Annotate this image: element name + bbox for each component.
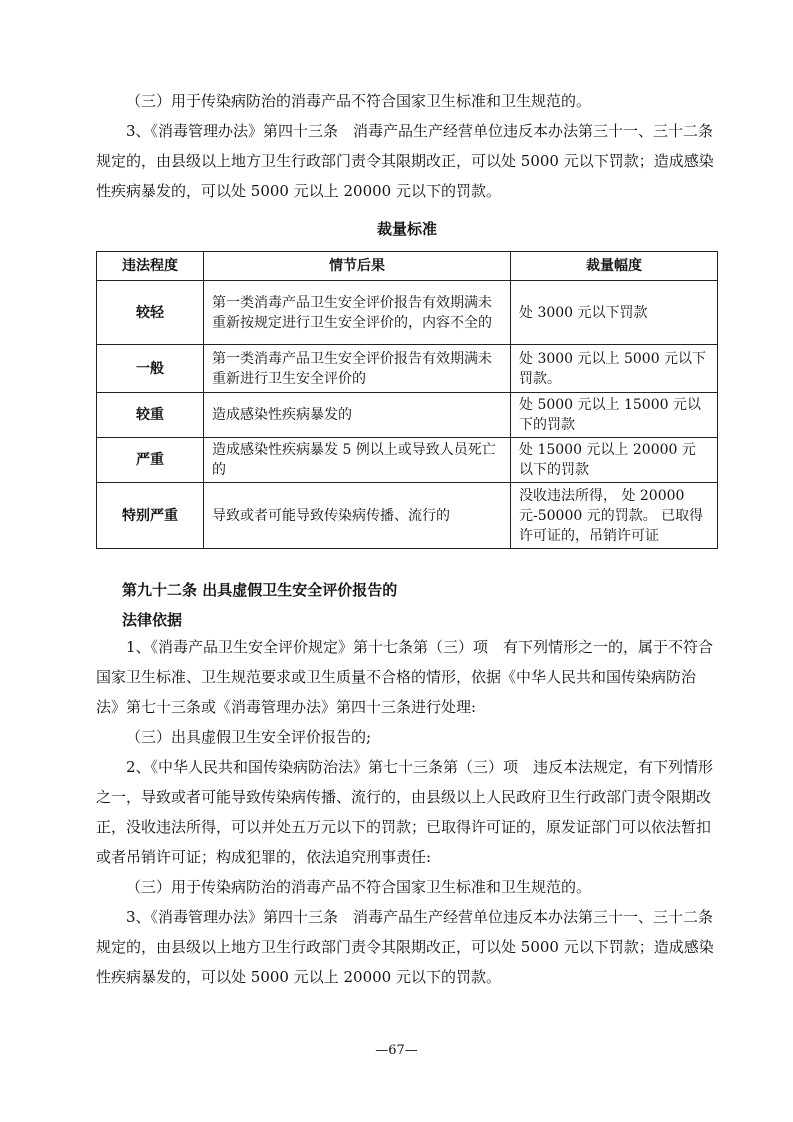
table-row: [97, 483, 718, 549]
basis-2-item-3: （三）用于传染病防治的消毒产品不符合国家卫生标准和卫生规范的。: [126, 878, 592, 896]
penalty-cell: 处 3000 元以上 5000 元以下罚款。: [511, 345, 718, 393]
level-cell: 特别严重: [97, 483, 204, 549]
basis-1-item-3: （三）出具虚假卫生安全评价报告的;: [126, 728, 372, 746]
top-article-3: 3、《消毒管理办法》第四十三条 消毒产品生产经营单位违反本办法第三十一、三十二条规定的，由县级以上地方卫生行政部门责令其限期改正，可以处 5000 元以下罚款；造成感染性疾病暴发的，可以处 5000 元以上 20000 元以下的罚款。: [96, 122, 714, 200]
penalty-cell: 没收违法所得， 处 20000 元-50000 元的罚款。 已取得许可证的，吊销许可证: [511, 483, 718, 549]
penalty-cell: 处 15000 元以上 20000 元以下的罚款: [511, 438, 718, 483]
penalty-cell: 处 3000 元以下罚款: [511, 281, 718, 345]
basis-3: 3、《消毒管理办法》第四十三条 消毒产品生产经营单位违反本办法第三十一、三十二条规定的，由县级以上地方卫生行政部门责令其限期改正，可以处 5000 元以下罚款；造成感染性疾病暴发的，可以处 5000 元以上 20000 元以下的罚款。: [96, 908, 714, 986]
legal-basis-heading: 法律依据: [122, 611, 183, 629]
basis-1: 1、《消毒产品卫生安全评价规定》第十七条第（三）项 有下列情形之一的，属于不符合国家卫生标准、卫生规范要求或卫生质量不合格的情形，依据《中华人民共和国传染病防治法》第七十三条或《消毒管理办法》第四十三条进行处理:: [96, 638, 714, 716]
article-heading: 第九十二条 出具虚假卫生安全评价报告的: [122, 581, 398, 599]
level-cell: 一般: [97, 345, 204, 393]
table-row: [97, 281, 718, 345]
top-item-3: （三）用于传染病防治的消毒产品不符合国家卫生标准和卫生规范的。: [126, 92, 592, 110]
table-row: [97, 393, 718, 438]
consequence-cell: 第一类消毒产品卫生安全评价报告有效期满未重新按规定进行卫生安全评价的，内容不全的: [204, 281, 511, 345]
level-cell: 较轻: [97, 281, 204, 345]
penalty-table: [96, 251, 718, 549]
consequence-cell: 第一类消毒产品卫生安全评价报告有效期满未重新进行卫生安全评价的: [204, 345, 511, 393]
consequence-cell: 造成感染性疾病暴发 5 例以上或导致人员死亡的: [204, 438, 511, 483]
header-consequence: 情节后果: [204, 252, 511, 281]
consequence-cell: 导致或者可能导致传染病传播、流行的: [204, 483, 511, 549]
table-header-row: [97, 252, 718, 281]
table-row: [97, 438, 718, 483]
basis-2: 2、《中华人民共和国传染病防治法》第七十三条第（三）项 违反本法规定，有下列情形之一，导致或者可能导致传染病传播、流行的，由县级以上人民政府卫生行政部门责令限期改正，没收违法所得，可以并处五万元以下的罚款；已取得许可证的，原发证部门可以依法暂扣或者吊销许可证；构成犯罪的，依法追究刑事责任:: [96, 758, 714, 866]
table-row: [97, 345, 718, 393]
table-title: 裁量标准: [376, 220, 437, 238]
level-cell: 严重: [97, 438, 204, 483]
level-cell: 较重: [97, 393, 204, 438]
page-number: —67—: [375, 1043, 418, 1058]
header-level: 违法程度: [97, 252, 204, 281]
consequence-cell: 造成感染性疾病暴发的: [204, 393, 511, 438]
penalty-cell: 处 5000 元以上 15000 元以下的罚款: [511, 393, 718, 438]
header-penalty: 裁量幅度: [511, 252, 718, 281]
